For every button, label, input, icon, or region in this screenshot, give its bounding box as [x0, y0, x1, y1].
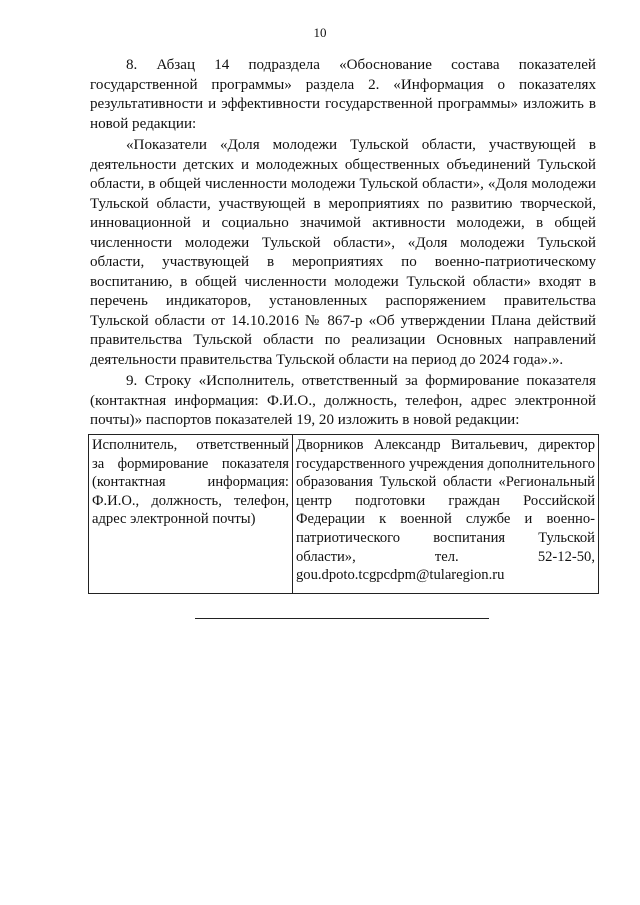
paragraph-item-8: 8. Абзац 14 подраздела «Обоснование состава показателей государственной программы» раздела 2. «Информация о показателях результативности и эффективности государственной программы» изложить в новой редакции:: [90, 57, 596, 132]
contact-table: [88, 434, 599, 594]
table-cell-label: Исполнитель, ответственный за формирование показателя (контактная информация: Ф.И.О., должность, телефон, адрес электронной почты): [89, 435, 293, 594]
table-row: [89, 435, 599, 594]
end-divider-line: [195, 618, 489, 619]
paragraph-item-9: 9. Строку «Исполнитель, ответственный за формирование показателя (контактная информация: Ф.И.О., должность, телефон, адрес электронной почты)» паспортов показателей 19, 20 изложить в новой редакции:: [90, 373, 596, 428]
body-text: [90, 56, 596, 431]
table-cell-value: Дворников Александр Витальевич, директор государственного учреждения дополнительного образования Тульской области «Региональный центр подготовки граждан Российской Федерации к военной службе и военно-патриотического воспитания Тульской области», тел. 52-12-50, gou.dpoto.tcgpcdpm@tularegion.ru: [293, 435, 599, 594]
page-number: 10: [313, 25, 327, 40]
paragraph-indicators-quote: «Показатели «Доля молодежи Тульской области, участвующей в деятельности детских и молодежных общественных объединений Тульской области, в общей численности молодежи Тульской области», «Доля молодежи Тульской области, участвующей в мероприятиях по развитию творческой, инновационной и социально значимой активности молодежи, в общей численности молодежи Тульской области», «Доля молодежи Тульской области, участвующей в мероприятиях по военно-патриотическому воспитанию, в общей численности молодежи Тульской области» входят в перечень индикаторов, установленных распоряжением правительства Тульской области от 14.10.2016 № 867-р «Об утверждении Плана действий правительства Тульской области по реализации Основных направлений деятельности правительства Тульской области на период до 2024 года».».: [90, 137, 596, 368]
